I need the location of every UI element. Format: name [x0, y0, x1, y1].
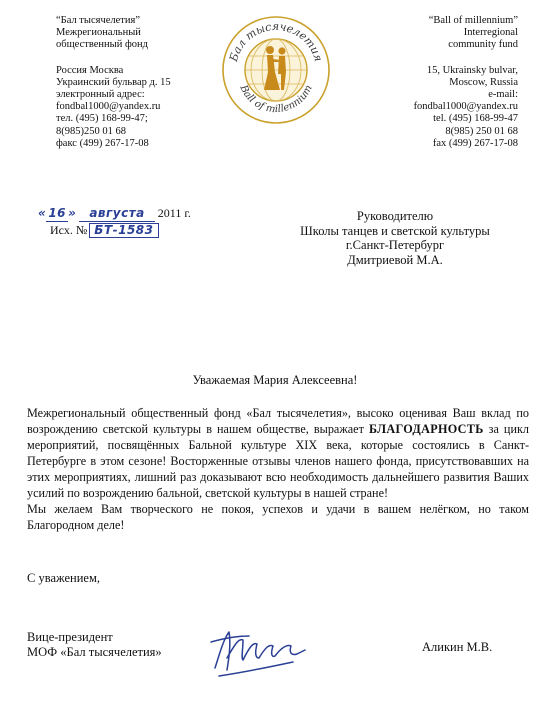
ref-number: БТ-1583 — [89, 223, 158, 238]
address-city: Россия Москва — [56, 64, 124, 76]
email-label-en: e-mail: — [488, 89, 518, 101]
dancing-couple-globe-icon — [220, 14, 332, 126]
email-label: электронный адрес: — [56, 89, 145, 101]
recipient-line-2: Школы танцев и светской культуры — [300, 223, 490, 238]
body-paragraph-1 — [27, 405, 529, 501]
date-month: августа — [79, 205, 154, 222]
address-street: Украинский бульвар д. 15 — [56, 76, 171, 88]
org-name-en-line3: community fund — [448, 39, 518, 51]
address-city-en: Moscow, Russia — [449, 76, 518, 88]
recipient-line-3: г.Санкт-Петербург — [345, 238, 445, 252]
logo-text-en: Ball of millennium — [237, 83, 315, 116]
signatory-name: Аликин М.В. — [422, 640, 493, 654]
signatory-title-line-2: МОФ «Бал тысячелетия» — [27, 644, 162, 659]
letterhead-right — [358, 15, 518, 150]
gratitude-emphasis: БЛАГОДАРНОСТЬ — [368, 422, 484, 436]
fax: факс (499) 267-17-08 — [56, 137, 149, 149]
date-reference-block — [38, 205, 191, 238]
phone-2-en: 8(985) 250 01 68 — [445, 125, 518, 137]
phone-2: 8(985)250 01 68 — [56, 125, 126, 137]
org-name-en-line2: Interregional — [463, 27, 518, 39]
salutation: Уважаемая Мария Алексеевна! — [192, 373, 358, 387]
body-p1-end: за цикл мероприятий, посвящённых Бальной культуре XIX века, которые состоялись в Санкт-Петербурге в этом сезоне! Восторженные отзывы членов нашего фонда, присутствовавших на этих мероприятиях, лишний раз доказывают всю необходимость дальнейшего развития Ваших усилий по возрождению бальной, светской культуры в нашей стране! — [27, 422, 529, 500]
address-street-en: 15, Ukrainsky bulvar, — [426, 64, 518, 76]
signatory-title — [27, 630, 162, 659]
phone-1-en: tel. (495) 168-99-47 — [433, 113, 518, 125]
date-close-quote: » — [68, 206, 77, 220]
org-name-ru-line2: Межрегиональный — [56, 27, 141, 39]
letter-body — [27, 405, 529, 533]
outgoing-reference — [38, 222, 191, 238]
recipient-block — [290, 209, 500, 267]
email-address-en: fondbal1000@yandex.ru — [413, 101, 518, 113]
letterhead-left — [56, 15, 206, 150]
ref-label: Исх. № — [50, 223, 88, 237]
org-name-ru-line1: “Бал тысячелетия” — [56, 15, 140, 26]
email-address: fondbal1000@yandex.ru — [56, 101, 161, 113]
body-p1-start: Межрегиональный общественный фонд «Бал тысячелетия», высоко оценивая Ваш вклад по возрождению светской культуры в нашем обществе, выражает — [27, 406, 529, 436]
phone-1: тел. (495) 168-99-47; — [56, 113, 148, 125]
date-open-quote: « — [38, 206, 47, 220]
fax-en: fax (499) 267-17-08 — [432, 137, 518, 149]
closing: С уважением, — [27, 571, 100, 585]
date-day: 16 — [48, 206, 67, 220]
recipient-line-4: Дмитриевой М.А. — [347, 252, 443, 267]
org-name-ru-line3: общественный фонд — [56, 39, 148, 51]
organization-logo — [220, 14, 332, 126]
handwritten-signature — [205, 618, 315, 678]
signatory-title-line-1: Вице-президент — [27, 630, 113, 644]
date-year: 2011 г. — [157, 206, 191, 220]
logo-text-ru: Бал тысячелетия — [227, 19, 325, 64]
body-paragraph-2: Мы желаем Вам творческого не покоя, успехов и удачи в вашем нелёгком, но таком Благородном деле! — [27, 502, 529, 532]
recipient-line-1: Руководителю — [356, 209, 434, 223]
org-name-en-line1: “Ball of millennium” — [428, 15, 518, 26]
letter-date — [38, 205, 191, 222]
